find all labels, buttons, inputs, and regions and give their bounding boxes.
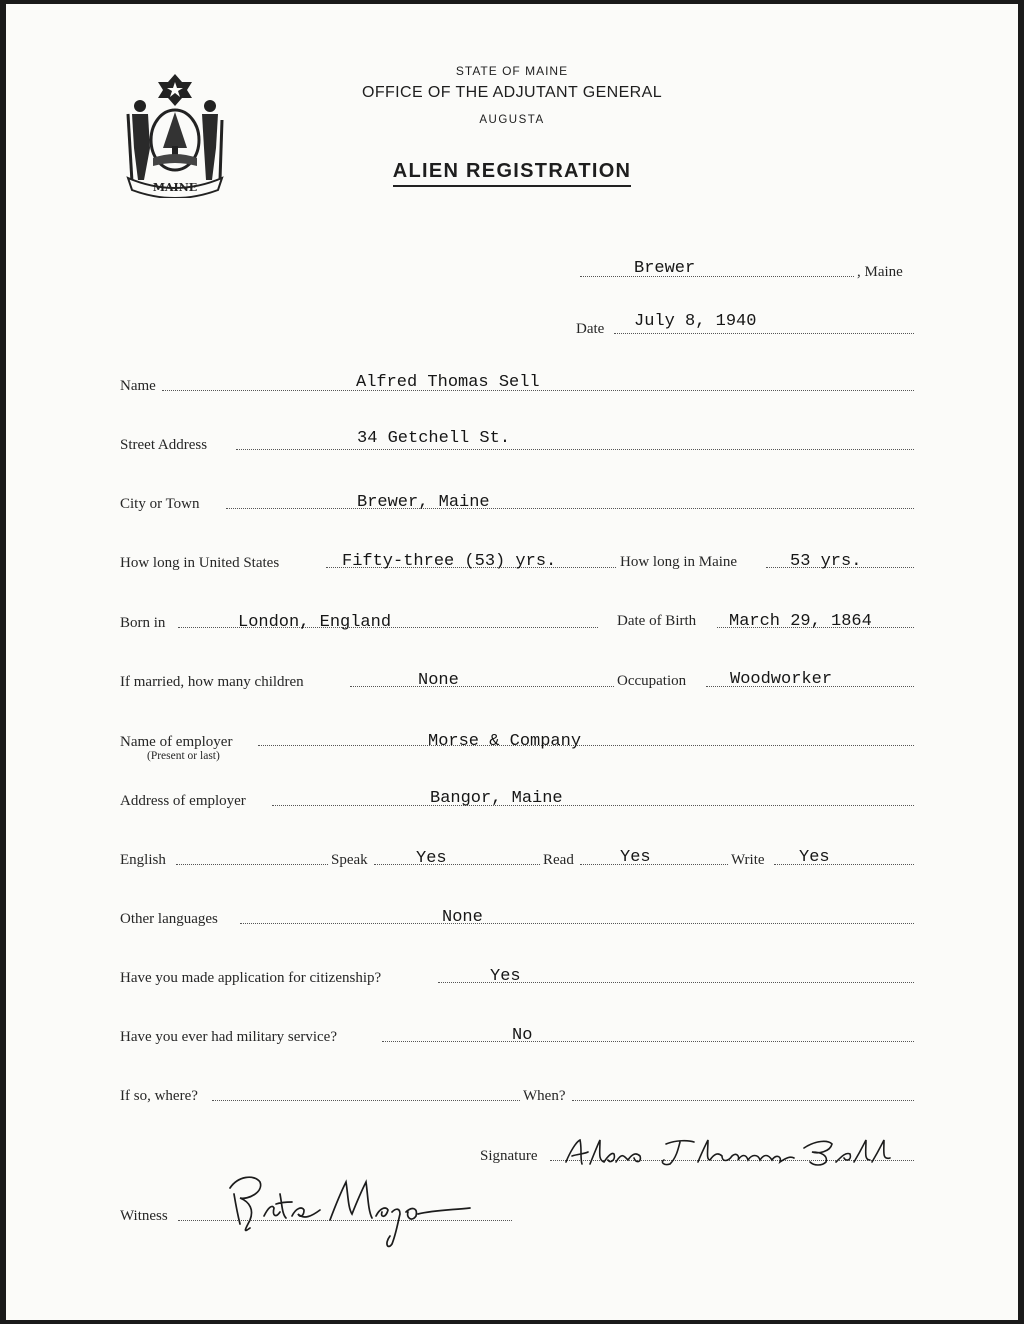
born-in-label: Born in <box>120 615 166 631</box>
write-value: Yes <box>799 848 830 867</box>
dotted-line <box>572 1100 914 1101</box>
how-long-maine-label: How long in Maine <box>620 554 738 570</box>
english-label: English <box>120 852 166 868</box>
if-so-where-label: If so, where? <box>120 1088 198 1104</box>
military-label: Have you ever had military service? <box>120 1029 337 1045</box>
write-label: Write <box>731 852 765 868</box>
city-heading: AUGUSTA <box>479 114 545 126</box>
children-label: If married, how many children <box>120 674 304 690</box>
dotted-line <box>382 1041 914 1042</box>
occupation-label: Occupation <box>617 673 687 689</box>
date-of-birth-label: Date of Birth <box>617 613 697 629</box>
other-languages-label: Other languages <box>120 911 218 927</box>
speak-label: Speak <box>331 852 368 868</box>
registrant-signature <box>560 1134 900 1170</box>
date-label: Date <box>576 321 605 337</box>
witness-signature <box>220 1164 480 1254</box>
read-value: Yes <box>620 848 651 867</box>
employer-address-label: Address of employer <box>120 793 246 809</box>
signature-label: Signature <box>480 1148 538 1164</box>
town-value: Brewer <box>634 259 696 278</box>
name-label: Name <box>120 378 156 394</box>
military-value: No <box>512 1026 533 1045</box>
street-address-label: Street Address <box>120 437 208 453</box>
dotted-line <box>272 805 914 806</box>
read-label: Read <box>543 852 574 868</box>
children-value: None <box>418 671 459 690</box>
date-value: July 8, 1940 <box>634 312 757 331</box>
maine-label: , Maine <box>857 264 903 280</box>
dotted-line <box>374 864 540 865</box>
employer-note: (Present or last) <box>147 750 220 762</box>
dotted-line <box>226 508 914 509</box>
dotted-line <box>258 745 914 746</box>
how-long-maine-value: 53 yrs. <box>790 552 862 571</box>
dotted-line <box>212 1100 520 1101</box>
speak-value: Yes <box>416 849 447 868</box>
when-label: When? <box>523 1088 566 1104</box>
how-long-us-value: Fifty-three (53) yrs. <box>342 552 557 571</box>
city-or-town-value: Brewer, Maine <box>357 493 490 512</box>
employer-address-value: Bangor, Maine <box>430 789 563 808</box>
employer-name-value: Morse & Company <box>428 732 582 751</box>
dotted-line <box>614 333 914 334</box>
born-in-value: London, England <box>238 613 392 632</box>
street-address-value: 34 Getchell St. <box>357 429 511 448</box>
dotted-line <box>236 449 914 450</box>
office-heading: OFFICE OF THE ADJUTANT GENERAL <box>361 84 663 101</box>
dotted-line <box>176 864 328 865</box>
svg-text:MAINE: MAINE <box>152 181 198 194</box>
dotted-line <box>580 276 854 277</box>
city-or-town-label: City or Town <box>120 496 200 512</box>
dotted-line <box>774 864 914 865</box>
citizenship-label: Have you made application for citizenship? <box>120 970 382 986</box>
witness-label: Witness <box>120 1208 168 1224</box>
dotted-line <box>350 686 614 687</box>
other-languages-value: None <box>442 908 483 927</box>
state-heading: STATE OF MAINE <box>455 64 569 78</box>
dotted-line <box>580 864 728 865</box>
form-title: ALIEN REGISTRATION <box>0 160 1024 183</box>
employer-name-label: Name of employer <box>120 734 233 750</box>
name-value: Alfred Thomas Sell <box>356 373 540 392</box>
how-long-us-label: How long in United States <box>120 555 280 571</box>
dotted-line <box>240 923 914 924</box>
registration-form <box>6 4 1018 1320</box>
date-of-birth-value: March 29, 1864 <box>729 612 872 631</box>
citizenship-value: Yes <box>490 967 521 986</box>
occupation-value: Woodworker <box>730 670 833 689</box>
